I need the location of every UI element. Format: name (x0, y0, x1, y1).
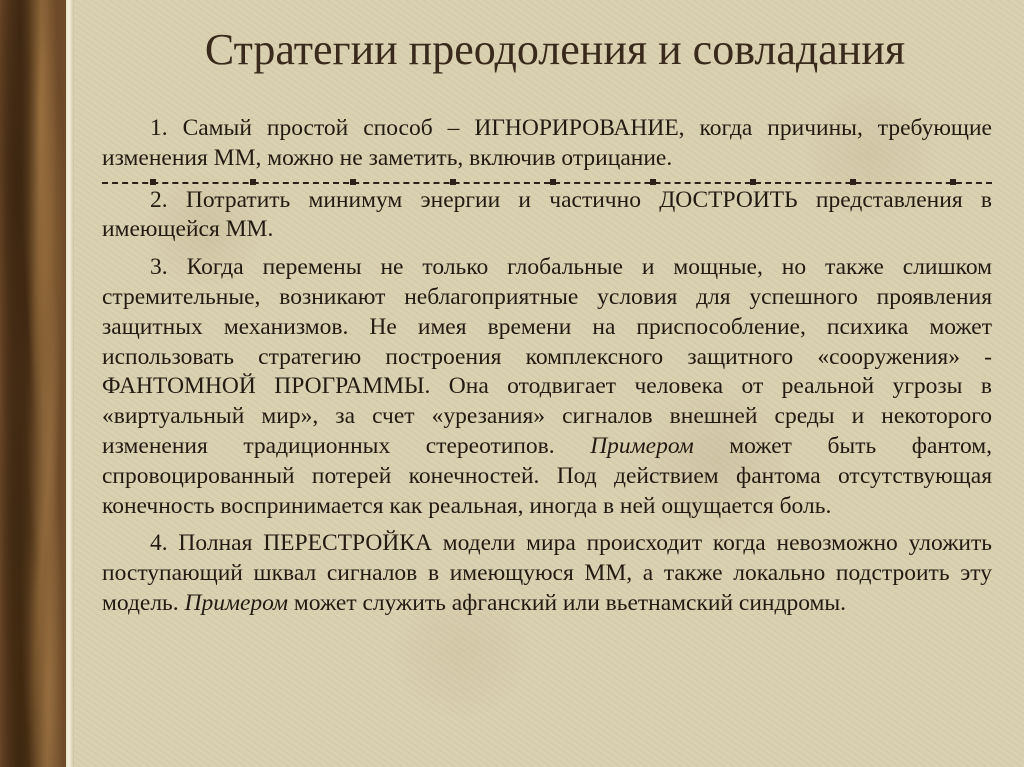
paragraph-4-part-1: 4. Полная ПЕРЕСТРОЙКА модели мира происходит когда невозможно уложить поступающий шквал сигналов в имеющуюся ММ, а также локально подстроить эту модель. (102, 530, 992, 616)
paragraph-2: 2. Потратить минимум энергии и частично ДОСТРОИТЬ представления в имеющейся ММ. (102, 186, 992, 243)
side-strip-edge (66, 0, 74, 767)
divider-dot (750, 179, 756, 185)
paragraph-3-part-1: 3. Когда перемены не только глобальные и мощные, но также слишком стремительные, возникают неблагоприятные условия для успешного проявления защитных механизмов. Не имея времени на приспособление, психика может использовать стратегию построения комплексного защитного «сооружения» - ФАНТОМНОЙ ПРОГРАММЫ. Она отодвигает человека от реальной угрозы в «виртуальный мир», за счет «урезания» сигналов внешней среды и некоторого изменения традиционных стереотипов. (102, 254, 992, 459)
paragraph-3-italic: Примером (590, 432, 694, 459)
divider-dot (550, 179, 556, 185)
paragraph-3 (102, 253, 992, 521)
slide-title: Стратегии преодоления и совладания (204, 25, 906, 74)
paragraph-3-part-2: может быть фантом, спровоцированный потерей конечностей. Под действием фантома отсутствующая конечность воспринимается как реальная, иногда в ней ощущается боль. (102, 432, 992, 519)
divider-dot (150, 179, 156, 185)
divider-dot (450, 179, 456, 185)
decorative-side-strip (0, 0, 66, 767)
paragraph-1: 1. Самый простой способ – ИГНОРИРОВАНИЕ, когда причины, требующие изменения ММ, можно не заметить, включив отрицание. (102, 115, 992, 171)
divider-dot (350, 179, 356, 185)
divider-dot (850, 179, 856, 185)
paragraph-4-italic: Примером (184, 589, 289, 616)
paragraph-4 (102, 529, 992, 618)
paragraph-4-part-2: может служить афганский или вьетнамский синдромы. (288, 589, 847, 616)
divider-dot (650, 179, 656, 185)
slide-content (102, 114, 992, 627)
divider-dot (250, 179, 256, 185)
dashed-divider-line (102, 182, 992, 190)
divider-dot (950, 179, 956, 185)
